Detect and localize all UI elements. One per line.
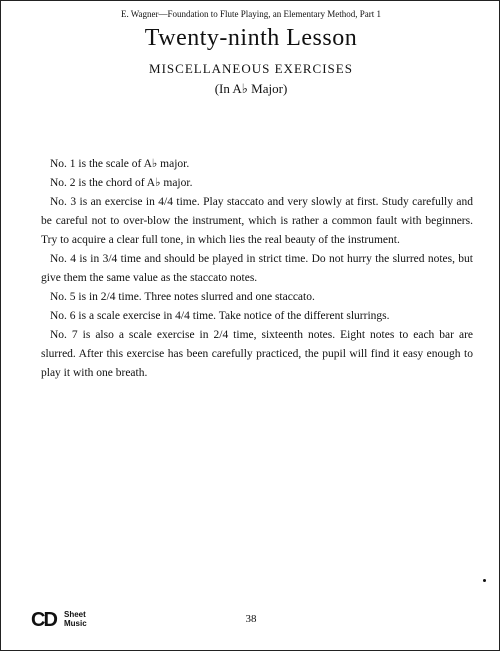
lesson-subtitle: MISCELLANEOUS EXERCISES	[149, 61, 353, 76]
paragraph-no-3: No. 3 is an exercise in 4/4 time. Play staccato and very slowly at first. Study carefully and be careful not to over-blow the instrument, which is rather a common fault with beginners. Try to acquire a clear full tone, in which lies the real beauty of the instrument.	[41, 196, 473, 246]
logo-text-line-2: Music	[64, 619, 87, 628]
paragraph-no-1: No. 1 is the scale of A♭ major.	[50, 158, 190, 170]
lesson-title: Twenty-ninth Lesson	[144, 25, 358, 51]
key-signature-note: (In A♭ Major)	[214, 81, 288, 96]
page-number: 38	[245, 613, 257, 625]
paragraph-no-7: No. 7 is also a scale exercise in 2/4 time, sixteenth notes. Eight notes to each bar are slurred. After this exercise has been carefully practiced, the pupil will find it easy enough to play it with one breath.	[41, 329, 473, 379]
running-head: E. Wagner—Foundation to Flute Playing, an Elementary Method, Part 1	[120, 9, 382, 19]
paragraph-no-6: No. 6 is a scale exercise in 4/4 time. Take notice of the different slurrings.	[50, 310, 390, 322]
logo-text-line-1: Sheet	[64, 610, 86, 619]
stray-mark	[483, 579, 486, 582]
logo-mark: CD	[31, 609, 56, 631]
paragraph-no-5: No. 5 is in 2/4 time. Three notes slurred and one staccato.	[50, 291, 315, 303]
lesson-body	[41, 155, 473, 383]
paragraph-no-2: No. 2 is the chord of A♭ major.	[50, 177, 193, 189]
paragraph-no-4: No. 4 is in 3/4 time and should be played in strict time. Do not hurry the slurred notes, but give them the same value as the staccato notes.	[41, 253, 473, 284]
